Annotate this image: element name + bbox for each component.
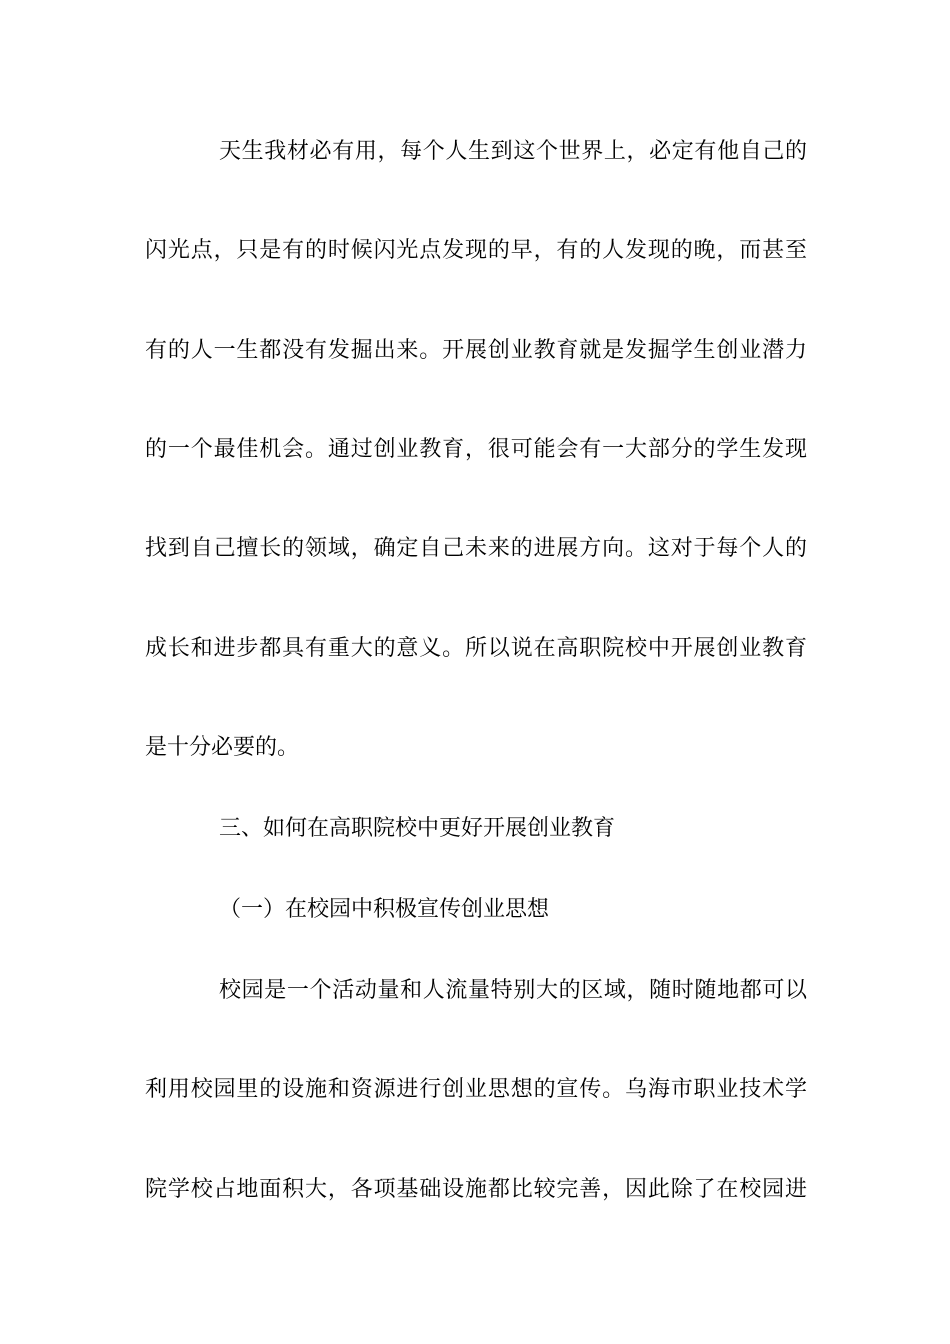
section-heading: 三、如何在高职院校中更好开展创业教育: [219, 816, 616, 841]
paragraph-2-line-1: 校园是一个活动量和人流量特别大的区域，随时随地都可以: [219, 978, 807, 1003]
paragraph-1-line-1: 天生我材必有用，每个人生到这个世界上，必定有他自己的: [219, 139, 807, 164]
paragraph-1-line-6: 成长和进步都具有重大的意义。所以说在高职院校中开展创业教育: [145, 636, 807, 661]
subsection-heading: （一）在校园中积极宣传创业思想: [219, 897, 550, 922]
paragraph-1-line-7: 是十分必要的。: [145, 735, 300, 760]
paragraph-2-line-3: 院学校占地面积大，各项基础设施都比较完善，因此除了在校园进: [145, 1177, 807, 1202]
paragraph-1-line-4: 的一个最佳机会。通过创业教育，很可能会有一大部分的学生发现: [145, 437, 807, 462]
paragraph-1-line-2: 闪光点，只是有的时候闪光点发现的早，有的人发现的晚，而甚至: [145, 238, 807, 263]
paragraph-1-line-5: 找到自己擅长的领域，确定自己未来的进展方向。这对于每个人的: [145, 536, 807, 561]
paragraph-1-line-3: 有的人一生都没有发掘出来。开展创业教育就是发掘学生创业潜力: [145, 338, 807, 363]
paragraph-2-line-2: 利用校园里的设施和资源进行创业思想的宣传。乌海市职业技术学: [145, 1077, 807, 1102]
